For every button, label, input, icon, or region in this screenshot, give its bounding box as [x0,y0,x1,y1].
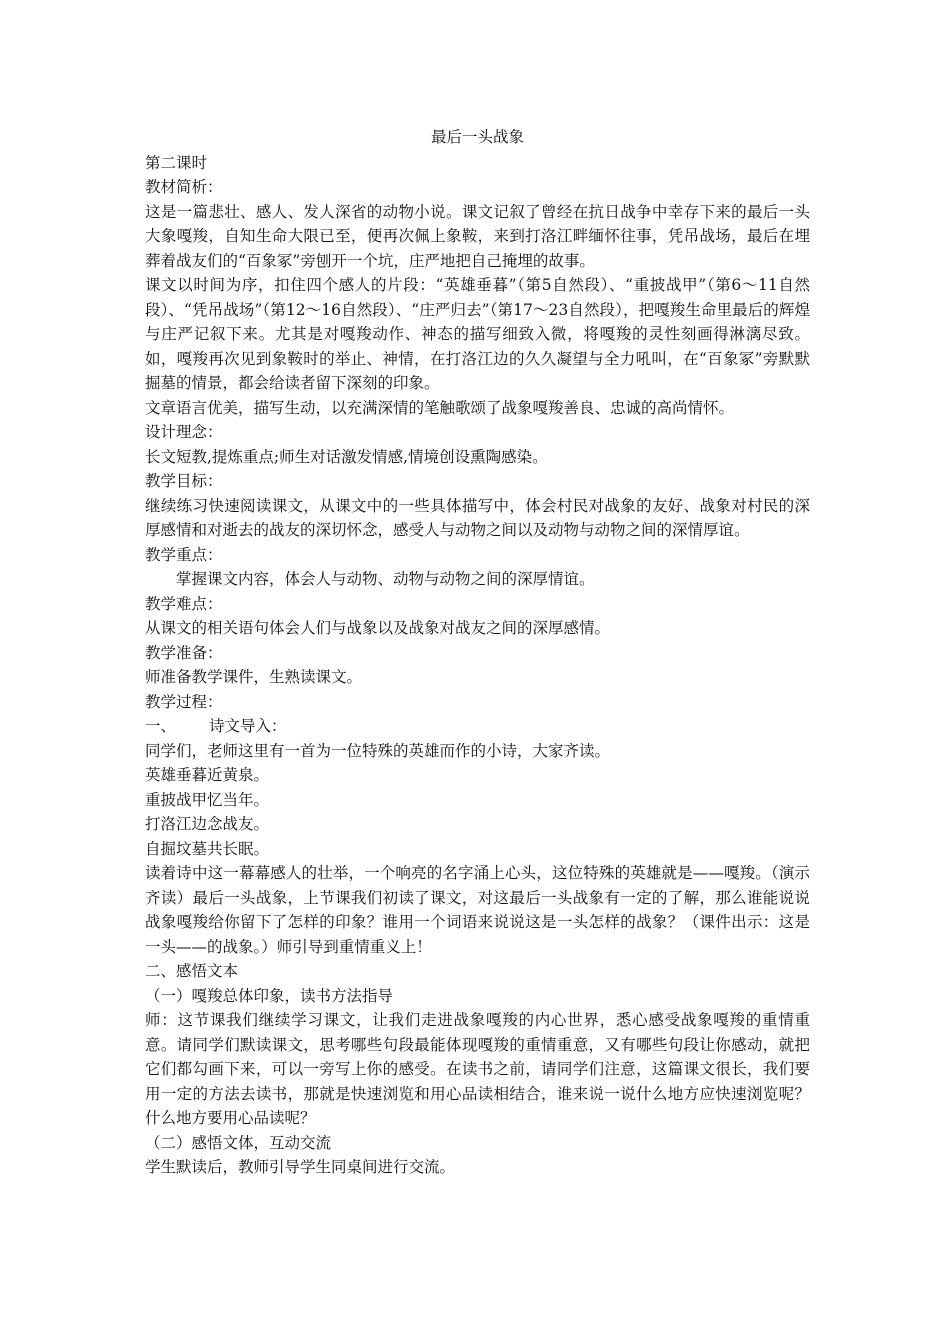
goal-paragraph: 继续练习快速阅读课文，从课文中的一些具体描写中，体会村民对战象的友好、战象对村民的深厚感情和对逝去的战友的深切怀念，感受人与动物之间以及动物与动物之间的深情厚谊。 [145,496,810,539]
poem-line-3: 打洛江边念战友。 [145,815,270,833]
goal-heading: 教学目标： [145,472,223,490]
step-1-heading [145,714,810,739]
difficulty-heading: 教学难点： [145,594,223,613]
concept-paragraph: 长文短教,提炼重点;师生对话激发情感,情境创设熏陶感染。 [145,447,548,466]
page-title: 最后一头战象 [430,128,524,146]
focus-heading: 教学重点： [145,545,223,564]
focus-paragraph: 掌握课文内容，体会人与动物、动物与动物之间的深厚情谊。 [176,570,595,588]
prep-heading: 教学准备： [145,643,223,662]
step-1-number: 一、 [145,717,177,735]
sub-1-heading: （一）嘎羧总体印象，读书方法指导 [145,986,394,1005]
document-body [145,125,810,1180]
prep-paragraph: 师准备教学课件，生熟读课文。 [145,668,363,686]
difficulty-paragraph: 从课文的相关语句体会人们与战象以及战象对战友之间的深厚感情。 [145,619,611,637]
sub-2-heading: （二）感悟文体，互动交流 [145,1133,332,1152]
analysis-paragraph-2: 课文以时间为序，扣住四个感人的片段：“英雄垂暮”（第5自然段）、“重披战甲”（第6～11自然段）、“凭吊战场”（第12～16自然段）、“庄严归去”（第17～23自然段），把嘎羧生命里最后的辉煌与庄严记叙下来。尤其是对嘎羧动作、神态的描写细致入微，将嘎羧的灵性刻画得淋漓尽致。如，嘎羧再次见到象鞍时的举止、神情，在打洛江边的久久凝望与全力吼叫，在“百象冢”旁默默掘墓的情景，都会给读者留下深刻的印象。 [145,276,810,392]
step-2-heading: 二、感悟文本 [145,962,239,980]
poem-line-4: 自掘坟墓共长眠。 [145,839,270,858]
lesson-label: 第二课时 [145,153,208,172]
analysis-paragraph-1: 这是一篇悲壮、感人、发人深省的动物小说。课文记叙了曾经在抗日战争中幸存下来的最后一头大象嘎羧，自知生命大限已至，便再次佩上象鞍，来到打洛江畔缅怀往事，凭吊战场，最后在埋葬着战友们的“百象冢”旁刨开一个坑，庄严地把自己掩埋的故事。 [145,202,810,270]
step-1-paragraph-2: 读着诗中这一幕幕感人的壮举，一个响亮的名字涌上心头，这位特殊的英雄就是——嘎羧。（演示齐读）最后一头战象，上节课我们初读了课文，对这最后一头战象有一定的了解，那么谁能说说战象嘎羧给你留下了怎样的印象？谁用一个词语来说说这是一头怎样的战象？（课件出示：这是一头——的战象。）师引导到重情重义上！ [145,864,810,956]
concept-heading: 设计理念： [145,423,223,441]
step-1-label: 诗文导入： [209,717,287,735]
poem-line-1: 英雄垂暮近黄泉。 [145,766,270,784]
sub-2-paragraph: 学生默读后，教师引导学生同桌间进行交流。 [145,1158,456,1176]
sub-1-paragraph: 师：这节课我们继续学习课文，让我们走进战象嘎羧的内心世界，悉心感受战象嘎羧的重情重意。请同学们默读课文，思考哪些句段最能体现嘎羧的重情重意，又有哪些句段让你感动，就把它们都勾画下来，可以一旁写上你的感受。在读书之前，请同学们注意，这篇课文很长，我们要用一定的方法去读书，那就是快速浏览和用心品读相结合，谁来说一说什么地方应快速浏览呢？什么地方要用心品读呢？ [145,1011,810,1127]
analysis-paragraph-3: 文章语言优美，描写生动，以充满深情的笔触歌颂了战象嘎羧善良、忠诚的高尚情怀。 [145,398,735,417]
step-1-paragraph-1: 同学们，老师这里有一首为一位特殊的英雄而作的小诗，大家齐读。 [145,741,611,760]
poem-line-2: 重披战甲忆当年。 [145,790,270,809]
process-heading: 教学过程： [145,692,223,711]
analysis-heading: 教材简析： [145,178,223,196]
